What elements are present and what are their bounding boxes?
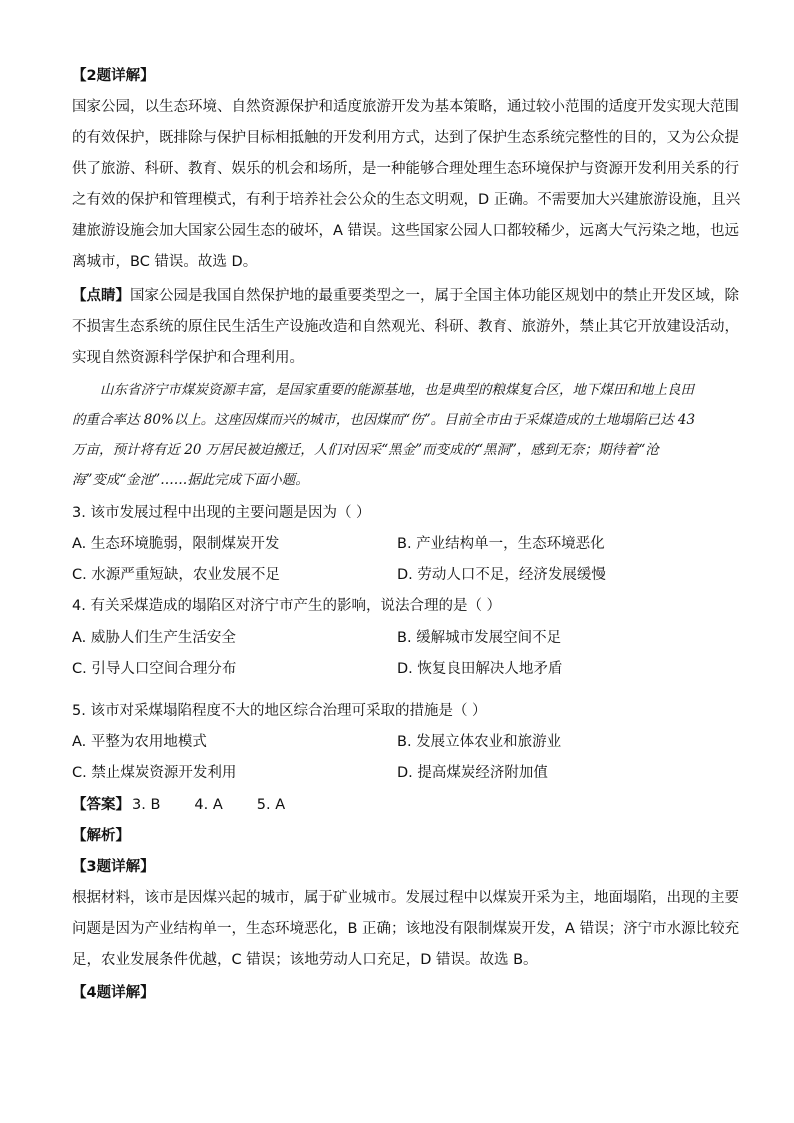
q3-option-d: D. 劳动人口不足，经济发展缓慢: [397, 567, 606, 583]
q3-detail-line: 问题是因为产业结构单一，生态环境恶化，B 正确；该地没有限制煤炭开发，A 错误；济宁市水源比较充: [72, 921, 740, 937]
q2-detail-line: 之有效的保护和管理模式，有利于培养社会公众的生态文明观，D 正确。不需要加大兴建旅游设施，且兴: [72, 192, 741, 208]
q3-option-b: B. 产业结构单一，生态环境恶化: [397, 536, 605, 552]
answer-5: 5. A: [256, 797, 286, 813]
q2-detail-heading: 【2题详解】: [72, 68, 155, 84]
q5-option-c: C. 禁止煤炭资源开发利用: [72, 765, 237, 781]
q3-option-c: C. 水源严重短缺，农业发展不足: [72, 567, 280, 583]
answer-3: 3. B: [132, 797, 161, 813]
q4-detail-heading: 【4题详解】: [72, 985, 155, 1001]
q5-option-d: D. 提高煤炭经济附加值: [397, 765, 548, 781]
answer-line: [72, 795, 319, 815]
question-4-stem: 4. 有关采煤造成的塌陷区对济宁市产生的影响，说法合理的是（ ）: [72, 598, 502, 614]
q4-option-b: B. 缓解城市发展空间不足: [397, 630, 562, 646]
q3-detail-line: 根据材料，该市是因煤兴起的城市，属于矿业城市。发展过程中以煤炭开采为主，地面塌陷，出现的主要: [72, 890, 739, 906]
q4-option-c: C. 引导人口空间合理分布: [72, 661, 237, 677]
question-3-stem: 3. 该市发展过程中出现的主要问题是因为（ ）: [72, 505, 371, 521]
q4-option-a: A. 威胁人们生产生活安全: [72, 630, 236, 646]
highlight-line: 不损害生态系统的原住民生活生产设施改造和自然观光、科研、教育、旅游外，禁止其它开放建设活动，: [72, 319, 739, 335]
material-line: 万亩，预计将有近 20 万居民被迫搬迁，人们对因采“黑金”而变成的“黑洞”，感到无奈；期待着“沧: [72, 442, 659, 458]
q2-detail-line: 国家公园，以生态环境、自然资源保护和适度旅游开发为基本策略，通过较小范围的适度开发实现大范围: [72, 99, 739, 115]
q2-detail-line: 建旅游设施会加大国家公园生态的破坏，A 错误。这些国家公园人口都较稀少，远离大气污染之地，也远: [72, 223, 740, 239]
q5-option-b: B. 发展立体农业和旅游业: [397, 734, 562, 750]
highlight-label: 【点睛】: [72, 288, 130, 304]
question-5-stem: 5. 该市对采煤塌陷程度不大的地区综合治理可采取的措施是（ ）: [72, 703, 487, 719]
q3-detail-line: 足，农业发展条件优越，C 错误；该地劳动人口充足，D 错误。故选 B。: [72, 952, 538, 968]
answer-4: 4. A: [194, 797, 223, 813]
q4-option-d: D. 恢复良田解决人地矛盾: [397, 661, 563, 677]
q2-detail-line: 的有效保护，既排除与保护目标相抵触的开发利用方式，达到了保护生态系统完整性的目的，又为公众提: [72, 130, 739, 146]
q3-option-a: A. 生态环境脆弱，限制煤炭开发: [72, 536, 280, 552]
answer-label: 【答案】: [72, 797, 130, 813]
q2-detail-line: 离城市，BC 错误。故选 D。: [72, 254, 258, 270]
highlight-first-line: [72, 286, 739, 306]
q5-option-a: A. 平整为农用地模式: [72, 734, 207, 750]
highlight-text: 国家公园是我国自然保护地的最重要类型之一，属于全国主体功能区规划中的禁止开发区域，除: [130, 288, 739, 304]
material-line: 山东省济宁市煤炭资源丰富，是国家重要的能源基地，也是典型的粮煤复合区，地下煤田和地上良田: [100, 382, 694, 398]
material-line: 海”变成“金池”……据此完成下面小题。: [72, 472, 309, 488]
q2-detail-line: 供了旅游、科研、教育、娱乐的机会和场所，是一种能够合理处理生态环境保护与资源开发利用关系的行: [72, 161, 739, 177]
analysis-label: 【解析】: [72, 828, 130, 844]
material-line: 的重合率达 80%以上。这座因煤而兴的城市，也因煤而“伤”。目前全市由于采煤造成的土地塌陷已达 43: [72, 412, 696, 428]
q3-detail-heading: 【3题详解】: [72, 859, 155, 875]
highlight-line: 实现自然资源科学保护和合理利用。: [72, 350, 304, 366]
